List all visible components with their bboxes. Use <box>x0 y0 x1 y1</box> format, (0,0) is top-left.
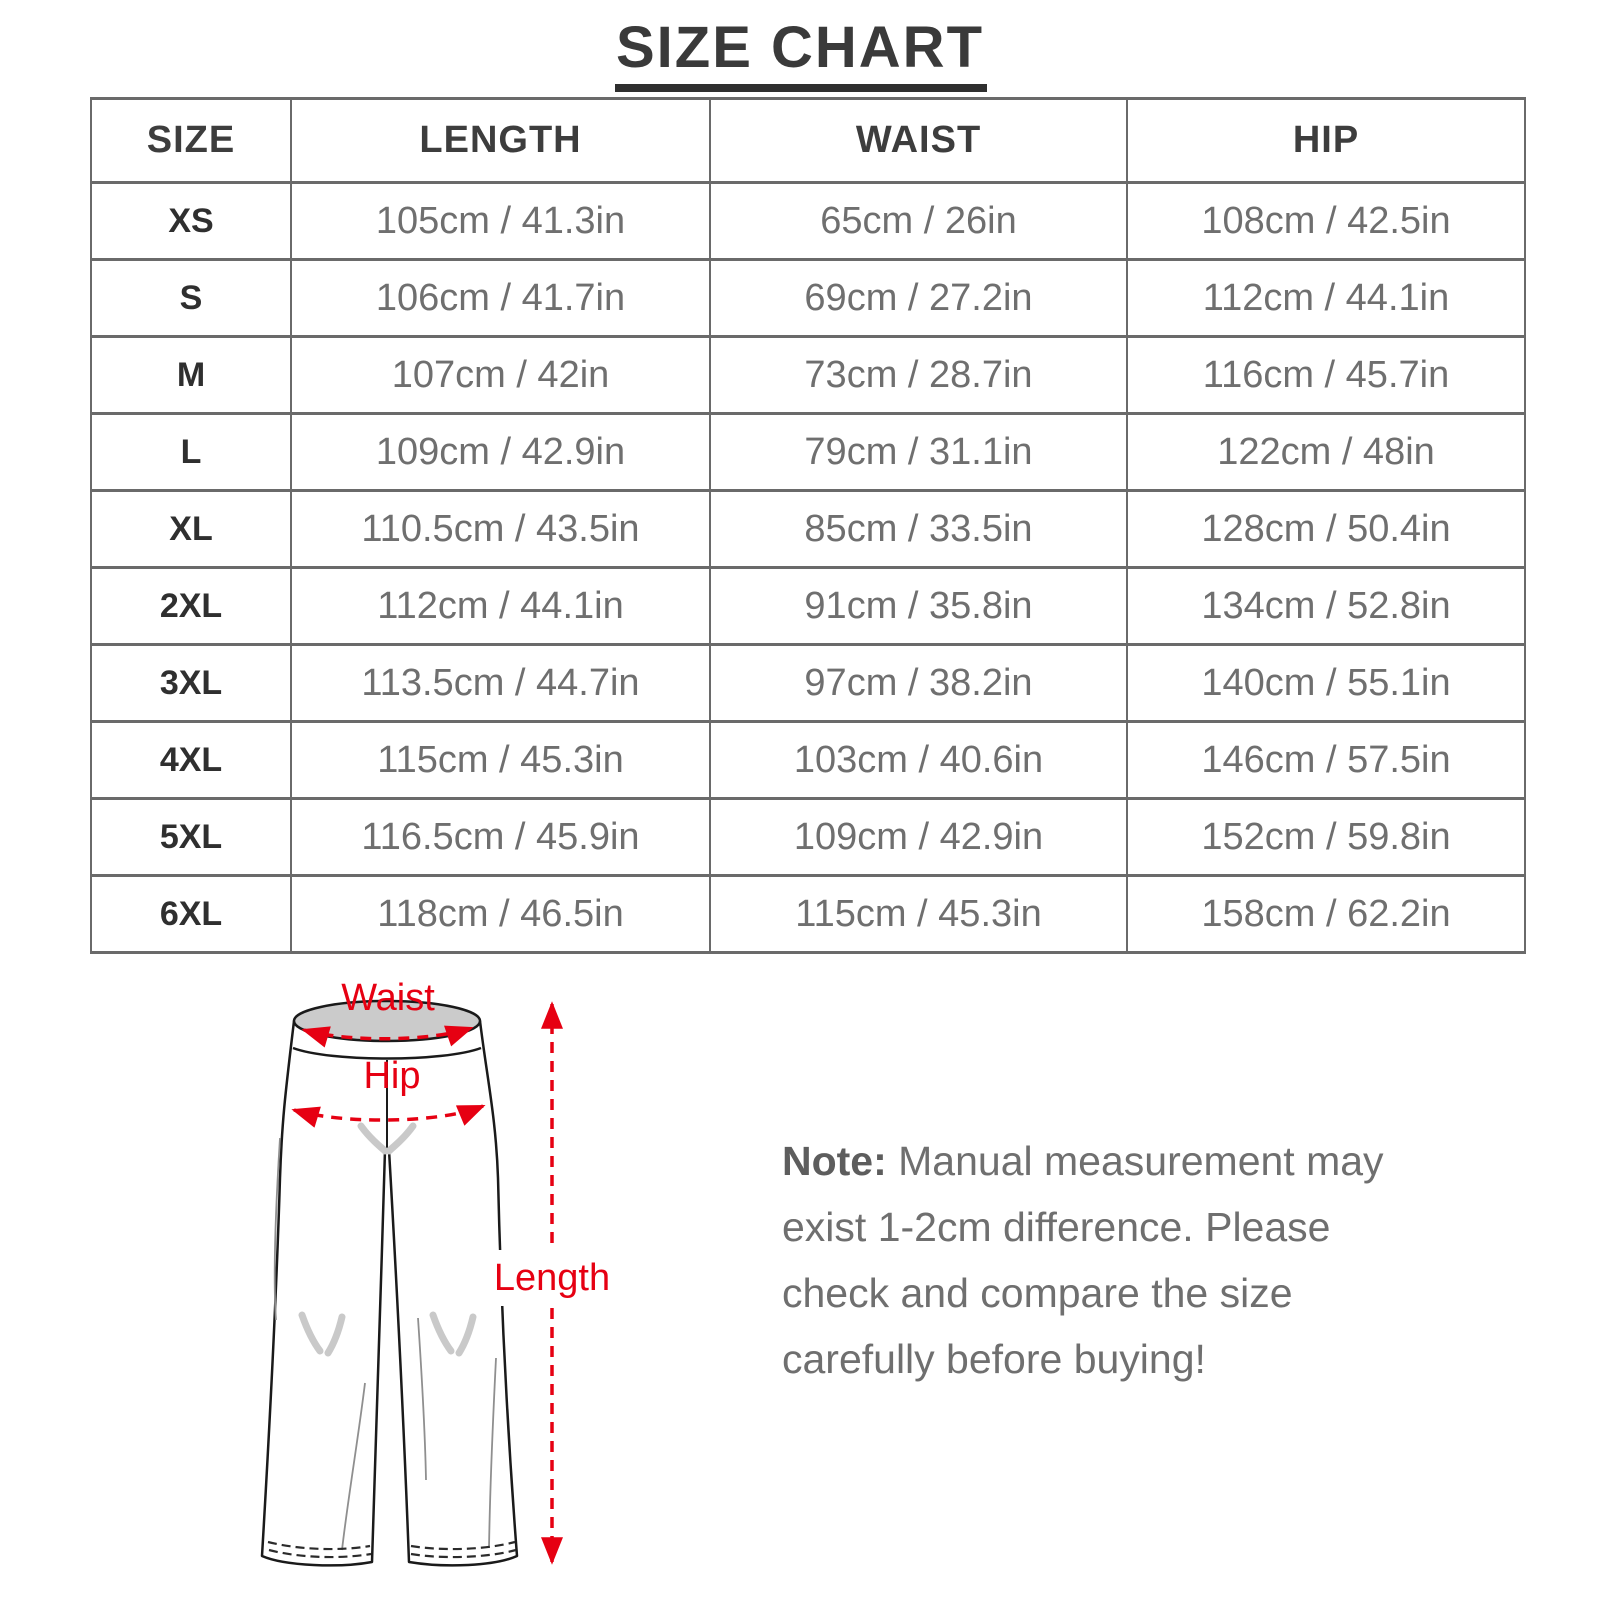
cell-waist: 85cm / 33.5in <box>710 491 1127 568</box>
pants-measurement-diagram <box>190 958 620 1592</box>
note-line1-text: Manual measurement may <box>886 1138 1384 1184</box>
cell-length: 118cm / 46.5in <box>291 876 710 953</box>
cell-hip: 146cm / 57.5in <box>1127 722 1525 799</box>
note-line <box>782 1128 1462 1194</box>
cell-length: 115cm / 45.3in <box>291 722 710 799</box>
table-row <box>91 260 1525 337</box>
cell-waist: 69cm / 27.2in <box>710 260 1127 337</box>
cell-size: 6XL <box>91 876 291 953</box>
cell-size: 3XL <box>91 645 291 722</box>
cell-length: 105cm / 41.3in <box>291 183 710 260</box>
cell-length: 106cm / 41.7in <box>291 260 710 337</box>
table-row <box>91 183 1525 260</box>
cell-length: 113.5cm / 44.7in <box>291 645 710 722</box>
table-row <box>91 337 1525 414</box>
cell-size: XS <box>91 183 291 260</box>
hip-label: Hip <box>363 1055 421 1097</box>
header-length: LENGTH <box>291 99 710 183</box>
cell-waist: 115cm / 45.3in <box>710 876 1127 953</box>
cell-hip: 140cm / 55.1in <box>1127 645 1525 722</box>
cell-waist: 73cm / 28.7in <box>710 337 1127 414</box>
cell-size: XL <box>91 491 291 568</box>
header-hip: HIP <box>1127 99 1525 183</box>
table-row <box>91 645 1525 722</box>
header-size: SIZE <box>91 99 291 183</box>
note-line: check and compare the size <box>782 1270 1293 1316</box>
cell-waist: 97cm / 38.2in <box>710 645 1127 722</box>
page-title: SIZE CHART <box>616 15 984 80</box>
cell-hip: 108cm / 42.5in <box>1127 183 1525 260</box>
table-header-row <box>91 99 1525 183</box>
cell-length: 112cm / 44.1in <box>291 568 710 645</box>
cell-size: 5XL <box>91 799 291 876</box>
cell-size: L <box>91 414 291 491</box>
cell-size: 4XL <box>91 722 291 799</box>
table-row <box>91 722 1525 799</box>
cell-hip: 158cm / 62.2in <box>1127 876 1525 953</box>
cell-length: 116.5cm / 45.9in <box>291 799 710 876</box>
table-row <box>91 876 1525 953</box>
table-row <box>91 491 1525 568</box>
waist-label: Waist <box>341 977 435 1019</box>
measurement-note <box>782 1128 1462 1392</box>
note-line: exist 1-2cm difference. Please <box>782 1204 1331 1250</box>
cell-waist: 109cm / 42.9in <box>710 799 1127 876</box>
cell-waist: 103cm / 40.6in <box>710 722 1127 799</box>
cell-hip: 134cm / 52.8in <box>1127 568 1525 645</box>
note-line: carefully before buying! <box>782 1336 1206 1382</box>
cell-hip: 128cm / 50.4in <box>1127 491 1525 568</box>
cell-waist: 91cm / 35.8in <box>710 568 1127 645</box>
cell-size: M <box>91 337 291 414</box>
cell-size: S <box>91 260 291 337</box>
cell-hip: 152cm / 59.8in <box>1127 799 1525 876</box>
title-bar <box>0 16 1600 80</box>
table-row <box>91 568 1525 645</box>
cell-size: 2XL <box>91 568 291 645</box>
size-chart-table <box>90 97 1526 954</box>
header-waist: WAIST <box>710 99 1127 183</box>
cell-length: 109cm / 42.9in <box>291 414 710 491</box>
cell-hip: 122cm / 48in <box>1127 414 1525 491</box>
cell-hip: 112cm / 44.1in <box>1127 260 1525 337</box>
cell-waist: 79cm / 31.1in <box>710 414 1127 491</box>
length-label: Length <box>493 1257 611 1299</box>
title-underline <box>615 84 987 92</box>
cell-waist: 65cm / 26in <box>710 183 1127 260</box>
cell-length: 110.5cm / 43.5in <box>291 491 710 568</box>
table-row <box>91 414 1525 491</box>
cell-hip: 116cm / 45.7in <box>1127 337 1525 414</box>
cell-length: 107cm / 42in <box>291 337 710 414</box>
note-prefix: Note: <box>782 1138 887 1184</box>
table-row <box>91 799 1525 876</box>
